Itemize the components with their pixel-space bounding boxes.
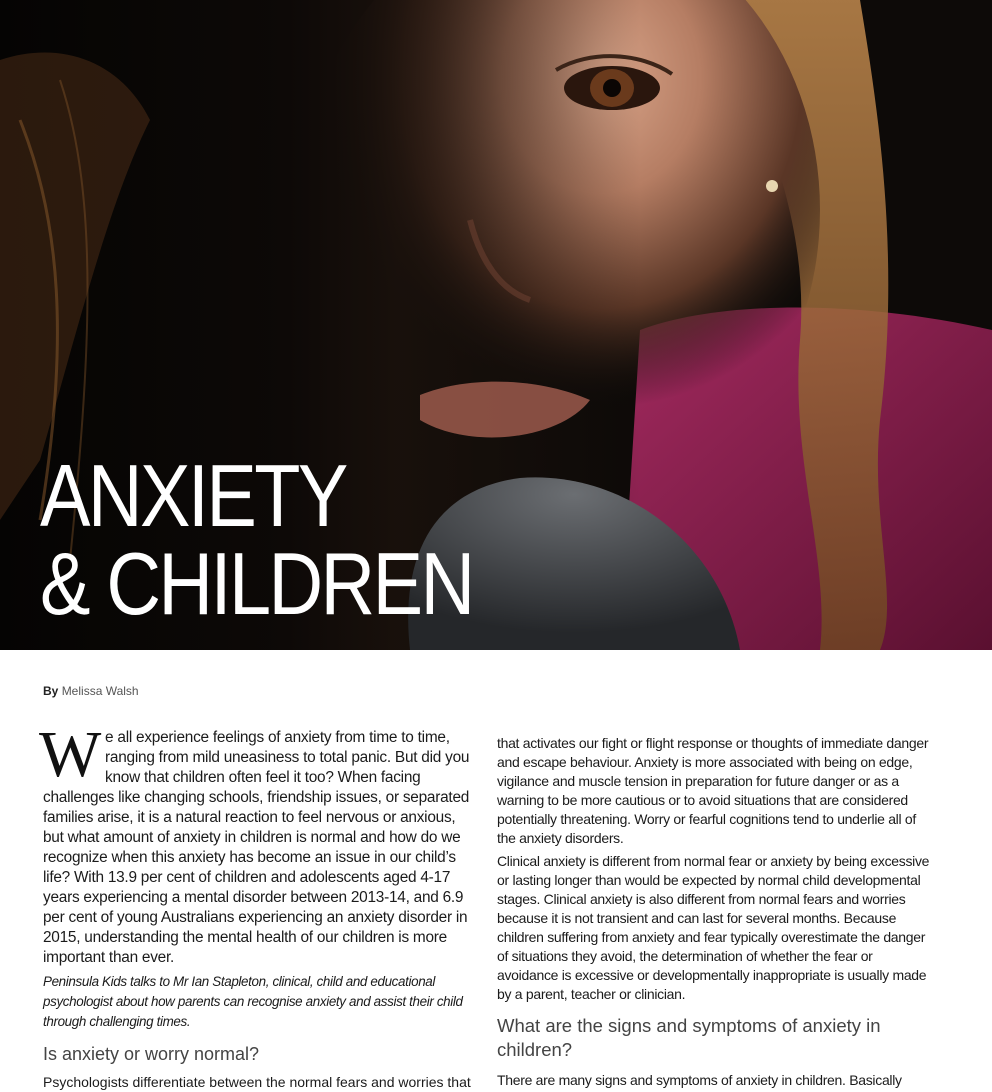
article-title: [40, 446, 473, 633]
body-paragraph-1: that activates our fight or flight response or thoughts of immediate danger and escape behaviour. Anxiety is more associated with being on edge, vigilance and muscle tension in preparation for future danger or as a warning to be more cautious or to avoid situations that are considered potentially threatening. Worry or fearful cognitions tend to underlie all of the anxiety disorders.: [497, 735, 929, 846]
lead-text: e all experience feelings of anxiety from time to time, ranging from mild uneasiness to total panic. But did you know that children often feel it too? When facing challenges like changing schools, friendship issues, or separated families arise, it is a natural reaction to feel nervous or anxious, but what amount of anxiety in children is normal and how do we recognize when this anxiety has become an issue in our child’s life? With 13.9 per cent of children and adolescents aged 4-17 years experiencing a mental disorder between 2013-14, and 6.9 per cent of young Australians experiencing an anxiety disorder in 2015, understanding the mental health of our children is more important than ever.: [43, 729, 470, 966]
section-heading-normal-worry: Is anxiety or worry normal?: [43, 1044, 260, 1064]
intro-paragraph: Peninsula Kids talks to Mr Ian Stapleton, clinical, child and educational psychologist about how parents can recognise anxiety and assist their child through challenging times.: [43, 974, 463, 1029]
section-heading-signs: What are the signs and symptoms of anxiety in children?: [497, 1015, 881, 1060]
lead-paragraph: [39, 718, 475, 968]
byline-label: By: [43, 684, 59, 698]
left-column: [39, 718, 475, 1090]
drop-cap: W: [39, 718, 102, 791]
body-paragraph-2: Clinical anxiety is different from normal fear or anxiety by being excessive or lasting longer than would be expected by normal child developmental stages. Clinical anxiety is also different from normal fears and worries because it is not transient and can last for several months. Because children suffering from anxiety and fear typically overestimate the danger of situations they avoid, the determination of whether the fear or avoidance is excessive or developmentally inappropriate is usually made by a parent, teacher or clinician.: [497, 853, 930, 1002]
title-line-2: & CHILDREN: [40, 534, 473, 633]
byline: [43, 684, 139, 698]
cut-off-paragraph-right: There are many signs and symptoms of anxiety in children. Basically: [497, 1072, 902, 1088]
right-column: [497, 734, 937, 1088]
title-line-1: ANXIETY: [40, 446, 346, 545]
author-name: Melissa Walsh: [61, 684, 139, 698]
cut-off-paragraph: Psychologists differentiate between the normal fears and worries that: [43, 1074, 471, 1090]
